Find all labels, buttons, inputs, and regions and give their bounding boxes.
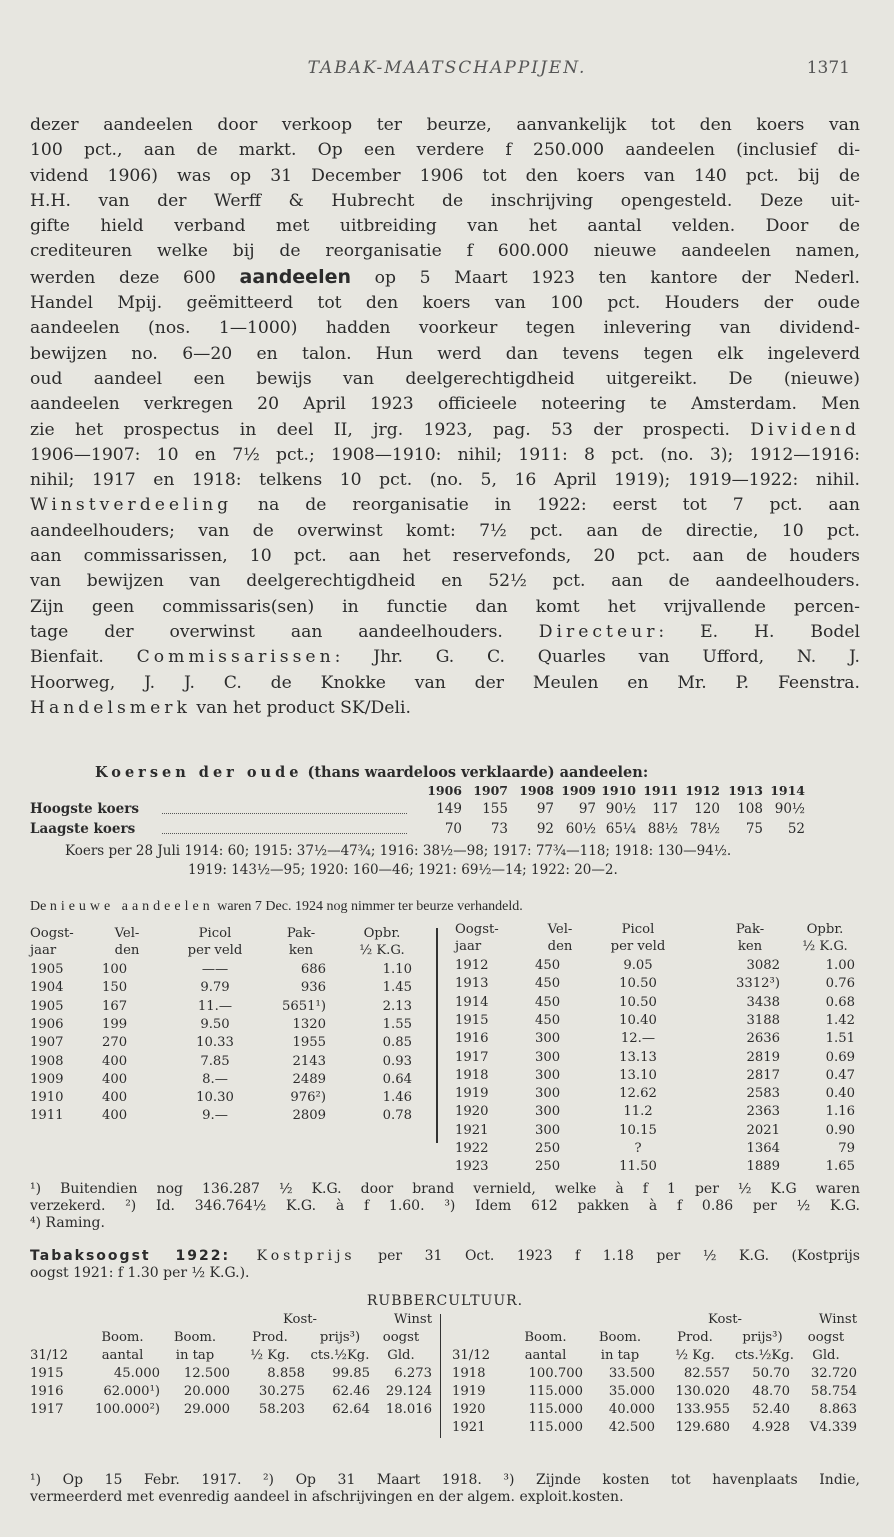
oogst-left-cell: 2809 <box>292 1108 326 1124</box>
oogst-left-header: Picol <box>198 926 232 941</box>
body-fragment: aandeelen <box>239 265 351 288</box>
body-line: bewijzen no. 6—20 en talon. Hun werd dan tevens tegen elk ingeleverd <box>30 343 860 364</box>
koersen-value: 149 <box>436 801 462 817</box>
oogst-left-cell: 199 <box>102 1016 128 1032</box>
oogst-left-header: ½ K.G. <box>359 943 405 958</box>
rubber-right-header: cts.½Kg. <box>735 1348 794 1363</box>
oogst-left-header: ken <box>288 943 314 958</box>
koersen-value: 88½ <box>647 821 678 837</box>
rubber-left-cell: 12.500 <box>183 1366 230 1381</box>
oogst-right-cell: 300 <box>535 1086 561 1102</box>
oogst-left-cell: 9.50 <box>200 1016 230 1032</box>
koersen-year: 1906 <box>427 783 462 798</box>
rubber-right-cell: 4.928 <box>752 1420 790 1435</box>
body-line: Zijn geen commissaris(sen) in functie dan komt het vrijvallende percen- <box>30 596 860 617</box>
oogst-right-cell: 1923 <box>455 1159 489 1175</box>
oogst-right-cell: 1.42 <box>825 1012 855 1028</box>
body-line: 100 pct., aan de markt. Op een verdere f 250.000 aandeelen (inclusief di- <box>30 140 860 161</box>
body-fragment: zie het prospectus in deel II, jrg. 1923, pag. 53 der prospecti. <box>30 419 751 440</box>
body-line: Hoorweg, J. J. C. de Knokke van der Meulen en Mr. P. Feenstra. <box>30 672 860 693</box>
oogst-left-cell: 1906 <box>30 1016 64 1032</box>
rubber-left-header: Prod. <box>252 1330 288 1345</box>
main-paragraph <box>30 113 860 721</box>
body-fragment: Winstverdeeling <box>30 495 233 516</box>
oogst-left-cell: 270 <box>102 1035 128 1051</box>
rubber-left-cell: 100.000²) <box>95 1402 160 1417</box>
oogst-right-cell: 10.15 <box>619 1122 657 1138</box>
rubber-right-cell: 42.500 <box>608 1420 655 1435</box>
body-line: van bewijzen van deelgerechtigdheid en 52½ pct. aan de aandeelhouders. <box>30 571 860 592</box>
oogst-left-cell: 1.55 <box>382 1016 412 1032</box>
oogst-footnotes <box>30 1181 860 1232</box>
body-line: aandeelen verkregen 20 April 1923 officieele noteering te Amsterdam. Men <box>30 394 860 415</box>
rubber-right-cell: 82.557 <box>683 1366 730 1381</box>
page-number: 1371 <box>806 58 850 78</box>
oogst-left-cell: 11.— <box>197 998 233 1014</box>
rubber-left-cell: 45.000 <box>113 1366 160 1381</box>
body-line <box>30 620 860 645</box>
rubber-right-header: prijs³) <box>742 1330 783 1345</box>
oogst-right-cell: 450 <box>535 994 561 1010</box>
oogst-right-header: Vel- <box>547 922 573 937</box>
koersen-label: Hoogste koers <box>30 801 139 817</box>
oogst-left-cell: 1910 <box>30 1090 64 1106</box>
oogst-right-cell: 250 <box>535 1141 561 1156</box>
oogst-left-header: per veld <box>187 943 243 958</box>
oogst-left-cell: 10.33 <box>196 1035 234 1051</box>
koersen-row <box>30 821 860 841</box>
oogst-right-cell: 0.90 <box>825 1122 855 1138</box>
oogst-right-header: Oogst- <box>455 922 499 937</box>
body-line: aandeelen (nos. 1—1000) hadden voorkeur tegen inlevering van dividend- <box>30 318 860 339</box>
rubber-right-cell: 115.000 <box>528 1402 583 1417</box>
tabaksoogst-note <box>30 1248 860 1282</box>
oogst-left-cell: 150 <box>102 980 128 996</box>
oogst-right-cell: 10.40 <box>619 1012 657 1028</box>
oogst-right-cell: 1.16 <box>825 1104 855 1120</box>
koersen-year: 1914 <box>770 783 805 798</box>
koersen-value: 108 <box>737 801 763 817</box>
koersen-value: 117 <box>652 801 678 817</box>
rubber-left-header: Gld. <box>387 1348 415 1363</box>
rubber-right-cell: 33.500 <box>608 1366 655 1381</box>
nieuwe-note <box>30 894 860 919</box>
oogst-right-cell: 450 <box>535 1012 561 1028</box>
oogst-right-cell: 300 <box>535 1067 561 1083</box>
oogst-left-cell: 936 <box>300 980 326 996</box>
oogst-left-header: Oogst- <box>30 926 74 941</box>
oogst-left-header: Opbr. <box>363 926 401 941</box>
rubber-left-header: cts.½Kg. <box>310 1348 370 1363</box>
koersen-heading-rest: (thans waardeloos verklaarde) aandeelen: <box>302 764 649 781</box>
oogst-left-cell: 1905 <box>30 998 64 1014</box>
oogst-left-cell: 400 <box>102 1108 128 1124</box>
rubber-right-cell: 133.955 <box>675 1402 730 1417</box>
oogst-left-cell: 1.45 <box>382 980 412 996</box>
rubber-left-cell: 20.000 <box>183 1384 230 1399</box>
oogst-right-cell: 1917 <box>455 1049 489 1065</box>
rubber-right-cell: 58.754 <box>810 1384 857 1399</box>
rubber-right-header: Winst <box>818 1312 857 1327</box>
body-fragment: Handelsmerk <box>30 697 191 718</box>
oogst-right-header: ken <box>737 939 763 954</box>
koersen-value: 97 <box>578 801 596 817</box>
rubber-footnotes <box>30 1472 860 1506</box>
oogst-right-cell: 11.2 <box>623 1104 653 1120</box>
body-fragment: : Jhr. G. C. Quarles van Ufford, N. J. <box>334 647 860 668</box>
koersen-table <box>30 764 860 884</box>
rubber-right-cell: 1920 <box>452 1402 486 1417</box>
rubber-title: RUBBERCULTUUR. <box>366 1293 524 1309</box>
oogst-right-cell: 1364 <box>746 1141 780 1156</box>
oogst-left-header: Pak- <box>286 926 316 941</box>
body-fragment: werden deze 600 <box>30 267 240 288</box>
oogst-left-cell: 8.— <box>202 1071 228 1087</box>
oogst-right-cell: 1921 <box>455 1122 489 1138</box>
rubber-right-cell: 52.40 <box>752 1402 790 1417</box>
nieuwe-spaced: nieuwe aandeelen <box>49 899 214 914</box>
oogst-right-cell: 79 <box>838 1141 855 1156</box>
rubber-right-cell: 115.000 <box>528 1420 583 1435</box>
rubber-right-header: Kost- <box>708 1312 742 1327</box>
oogst-right-cell: 3188 <box>746 1012 780 1028</box>
koersen-year: 1909 <box>561 783 596 798</box>
oogst-right-cell: 1913 <box>455 976 489 992</box>
oogst-left-cell: 0.93 <box>382 1053 412 1069</box>
oogst-right-cell: 300 <box>535 1122 561 1138</box>
oogst-right-cell: 3082 <box>746 958 780 973</box>
rubber-left-cell: 62.000¹) <box>103 1384 160 1399</box>
oogst-right-cell: 1922 <box>455 1141 489 1156</box>
oogst-right-header: Picol <box>621 922 655 937</box>
body-line: aan commissarissen, 10 pct. aan het reservefonds, 20 pct. aan de houders <box>30 546 860 567</box>
rubber-right-cell: 8.863 <box>819 1402 857 1417</box>
koersen-label: Laagste koers <box>30 821 136 837</box>
rubber-right-header: ½ Kg. <box>675 1348 715 1363</box>
koersen-value: 97 <box>536 801 554 817</box>
oogst-left-cell: 9.79 <box>200 980 230 996</box>
koersen-heading-spaced: Koersen der oude <box>95 764 303 781</box>
nieuwe-pre: De <box>30 899 50 914</box>
nieuwe-post: waren 7 Dec. 1924 nog nimmer ter beurze verhandeld. <box>213 899 523 914</box>
body-line: oud aandeel een bewijs van deelgerechtigdheid uitgereikt. De (nieuwe) <box>30 368 860 389</box>
koersen-year: 1912 <box>685 783 720 798</box>
rubber-left-header: Kost- <box>283 1312 317 1327</box>
body-line <box>30 265 860 291</box>
rubber-left-cell: 58.203 <box>258 1402 305 1417</box>
body-line: vidend 1906) was op 31 December 1906 tot den koers van 140 pct. bij de <box>30 165 860 186</box>
oogst-left-cell: 1907 <box>30 1035 64 1051</box>
rubber-right-header: Boom. <box>524 1330 567 1345</box>
oogst-left-cell: 100 <box>102 962 128 977</box>
oogst-left-header: jaar <box>30 943 57 958</box>
oogst-right-cell: 0.68 <box>825 994 855 1010</box>
running-header <box>30 58 864 84</box>
oogst-right-cell: 1.65 <box>825 1159 855 1175</box>
oogst-right-cell: 3312³) <box>736 976 780 992</box>
oogst-left-cell: 1.46 <box>382 1090 412 1106</box>
oogst-left-cell: 1955 <box>292 1035 326 1051</box>
koersen-year: 1911 <box>643 783 678 798</box>
oogst-right-cell: 10.50 <box>619 976 657 992</box>
rubber-left-cell: 8.858 <box>267 1366 305 1381</box>
oogst-right-cell: 450 <box>535 958 561 973</box>
koersen-value: 78½ <box>689 821 720 837</box>
rubber-right-cell: 130.020 <box>675 1384 730 1399</box>
oogst-left-cell: 7.85 <box>200 1053 230 1069</box>
koersen-year: 1913 <box>728 783 763 798</box>
koersen-value: 60½ <box>565 821 596 837</box>
oogst-right-cell: 450 <box>535 976 561 992</box>
rubber-left-header: Boom. <box>101 1330 144 1345</box>
rubber-right-cell: 1921 <box>452 1420 486 1435</box>
rubber-left-cell: 1917 <box>30 1402 64 1417</box>
oogst-right-cell: 2363 <box>746 1104 780 1120</box>
rubber-left-cell: 99.85 <box>332 1366 370 1381</box>
oogst-right-cell: 1918 <box>455 1067 489 1083</box>
oogst-left-cell: 976²) <box>290 1090 326 1106</box>
rubber-right-cell: 1919 <box>452 1384 486 1399</box>
rubber-left-header: oogst <box>382 1330 420 1345</box>
rubber-left-cell: 30.275 <box>258 1384 305 1399</box>
koersen-note-2: 1919: 143½—95; 1920: 160—46; 1921: 69½—14; 1922: 20—2. <box>188 862 618 878</box>
koersen-value: 75 <box>745 821 763 837</box>
rubber-right-cell: V4.339 <box>809 1420 857 1435</box>
body-line: gifte hield verband met uitbreiding van het aantal velden. Door de <box>30 216 860 237</box>
oogst-left-cell: 0.78 <box>382 1108 412 1124</box>
koersen-value: 65¼ <box>605 821 636 837</box>
body-fragment: op 5 Maart 1923 ten kantore der Nederl. <box>351 267 860 288</box>
koersen-value: 73 <box>490 821 508 837</box>
oogst-left-header: den <box>114 943 140 958</box>
rubber-right-cell: 40.000 <box>608 1402 655 1417</box>
body-line: aandeelhouders; van de overwinst komt: 7½ pct. aan de directie, 10 pct. <box>30 520 860 541</box>
oogst-right-cell: 0.76 <box>825 976 855 992</box>
body-fragment: tage der overwinst aan aandeelhouders. <box>30 621 539 642</box>
oogst-left-cell: 1320 <box>292 1016 326 1032</box>
oogst-left-header: Vel- <box>114 926 140 941</box>
oogst-right-header: Pak- <box>735 922 765 937</box>
koersen-value: 155 <box>482 801 508 817</box>
rubber-left-header: Boom. <box>173 1330 217 1345</box>
rubber-right-header: Boom. <box>598 1330 642 1345</box>
oogst-left-cell: 400 <box>102 1090 128 1106</box>
oogst-right-cell: 1919 <box>455 1086 489 1102</box>
rubber-right-cell: 35.000 <box>608 1384 655 1399</box>
oogst-left-cell: 1911 <box>30 1108 64 1124</box>
body-line <box>30 645 860 670</box>
rubber-left-cell: 62.64 <box>332 1402 370 1417</box>
oogst-right-cell: 11.50 <box>619 1159 657 1175</box>
oogst-right-cell: 0.69 <box>825 1049 855 1065</box>
rubber-divider <box>440 1314 441 1438</box>
oogst-right-cell: 3438 <box>746 994 780 1010</box>
body-fragment: Commissarissen <box>136 647 335 668</box>
oogst-left-cell: 2143 <box>292 1053 326 1069</box>
rubber-left-cell: 6.273 <box>394 1366 432 1381</box>
oogst-right-cell: 0.47 <box>825 1067 855 1083</box>
rubber-left-header: in tap <box>175 1348 215 1363</box>
rubber-left-cell: 29.124 <box>385 1384 432 1399</box>
oogst-left-cell: 5651¹) <box>282 998 326 1014</box>
oogst-left-cell: 0.85 <box>382 1035 412 1051</box>
koersen-note-1: Koers per 28 Juli 1914: 60; 1915: 37½—47¾; 1916: 38½—98; 1917: 77¾—118; 1918: 130—94½. <box>65 843 732 859</box>
koersen-value: 70 <box>444 821 462 837</box>
rubber-right-cell: 115.000 <box>528 1384 583 1399</box>
koersen-year: 1907 <box>473 783 508 798</box>
oogst-left-cell: 2.13 <box>382 998 412 1014</box>
body-fragment: Bienfait. <box>30 647 137 668</box>
rubber-left-cell: 18.016 <box>385 1402 432 1417</box>
koersen-value: 120 <box>694 801 720 817</box>
oogst-right-cell: 300 <box>535 1049 561 1065</box>
tabaksoogst-kostprijs: Kostprijs <box>230 1248 356 1264</box>
oogst-left-cell: 167 <box>102 998 128 1014</box>
rubber-left-cell: 1915 <box>30 1366 64 1381</box>
oogst-right-cell: 2583 <box>746 1086 780 1102</box>
body-line <box>30 696 860 721</box>
oogst-left-cell: 400 <box>102 1053 128 1069</box>
body-line: crediteuren welke bij de reorganisatie f 600.000 nieuwe aandeelen namen, <box>30 241 860 262</box>
body-line <box>30 493 860 518</box>
body-line: dezer aandeelen door verkoop ter beurze, aanvankelijk tot den koers van <box>30 115 860 135</box>
oogst-right-cell: 1.51 <box>825 1031 855 1047</box>
oogst-left-cell: 0.64 <box>382 1071 412 1087</box>
rubber-right-cell: 50.70 <box>752 1366 790 1381</box>
koersen-value: 92 <box>536 821 554 837</box>
koersen-dots <box>162 813 407 814</box>
oogst-footnote: ¹) Buitendien nog 136.287 ½ K.G. door brand vernield, welke à f 1 per ½ K.G waren <box>30 1181 860 1197</box>
oogst-right-cell: 1920 <box>455 1104 489 1120</box>
rubber-right-cell: 48.70 <box>752 1384 790 1399</box>
oogst-right-cell: 300 <box>535 1031 561 1047</box>
tabaksoogst-rest: per 31 Oct. 1923 f 1.18 per ½ K.G. (Kostprijs <box>355 1248 860 1264</box>
rubber-right-header: in tap <box>600 1348 640 1363</box>
body-line: nihil; 1917 en 1918: telkens 10 pct. (no. 5, 16 April 1919); 1919—1922: nihil. <box>30 470 860 491</box>
oogst-right-cell: 1915 <box>455 1012 489 1028</box>
tabaksoogst-label: Tabaksoogst 1922: <box>30 1248 231 1264</box>
oogst-right-cell: 300 <box>535 1104 561 1120</box>
oogst-left-cell: 1.10 <box>382 962 412 977</box>
oogst-left-cell: 2489 <box>292 1071 326 1087</box>
oogst-right-cell: 2636 <box>746 1031 780 1047</box>
rubber-right-header: oogst <box>807 1330 845 1345</box>
oogst-right-cell: 13.10 <box>619 1067 657 1083</box>
oogst-footnote: verzekerd. ²) Id. 346.764½ K.G. à f 1.60. ³) Idem 612 pakken à f 0.86 per ½ K.G. <box>30 1198 860 1214</box>
rubber-right-cell: 129.680 <box>675 1420 730 1435</box>
koersen-value: 90½ <box>774 801 805 817</box>
koersen-value: 52 <box>787 821 805 837</box>
oogst-right-header: per veld <box>610 939 666 954</box>
oogst-right-header: jaar <box>455 939 482 954</box>
rubber-right-cell: 1918 <box>452 1366 486 1381</box>
oogst-right-cell: 12.— <box>620 1031 656 1047</box>
oogst-right-cell: 2021 <box>746 1122 780 1138</box>
tabaksoogst-line2: oogst 1921: f 1.30 per ½ K.G.). <box>30 1265 250 1281</box>
oogst-right-cell: 1889 <box>746 1159 780 1175</box>
oogst-right-cell: 1912 <box>455 958 489 973</box>
body-line: 1906—1907: 10 en 7½ pct.; 1908—1910: nihil; 1911: 8 pct. (no. 3); 1912—1916: <box>30 444 860 465</box>
rubber-right-header: aantal <box>524 1348 567 1363</box>
koersen-year: 1910 <box>601 783 636 798</box>
rubber-right-cell: 100.700 <box>528 1366 583 1381</box>
body-fragment: Directeur <box>538 621 659 642</box>
oogst-right-cell: 1.00 <box>825 958 855 973</box>
rubber-left-cell: 62.46 <box>332 1384 370 1399</box>
body-line: H.H. van der Werff & Hubrecht de inschrijving opengesteld. Deze uit- <box>30 190 860 211</box>
rubber-footnote: ¹) Op 15 Febr. 1917. ²) Op 31 Maart 1918. ³) Zijnde kosten tot havenplaats Indie, <box>30 1472 860 1488</box>
rubber-left-header: Winst <box>393 1312 432 1327</box>
rubber-left-header: ½ Kg. <box>250 1348 290 1363</box>
oogst-right-header: den <box>547 939 573 954</box>
koersen-heading <box>95 764 648 781</box>
oogst-left-cell: 400 <box>102 1071 128 1087</box>
oogst-right-cell: 0.40 <box>825 1086 855 1102</box>
body-fragment: na de reorganisatie in 1922: eerst tot 7 pct. aan <box>232 495 860 516</box>
oogst-right-cell: 2817 <box>746 1067 780 1083</box>
rubber-left-header: aantal <box>101 1348 144 1363</box>
oogst-left-cell: 1908 <box>30 1053 64 1069</box>
rubber-left-header: prijs³) <box>319 1330 361 1345</box>
oogst-right-cell: 1914 <box>455 994 489 1010</box>
body-fragment: van het product SK/Deli. <box>190 697 411 718</box>
koersen-dots <box>162 833 407 834</box>
body-fragment: Dividend <box>750 419 860 440</box>
oogst-right-cell: 2819 <box>746 1049 780 1065</box>
body-line <box>30 418 860 443</box>
oogst-right-cell: 13.13 <box>619 1049 657 1065</box>
oogst-left-cell: —— <box>201 962 229 977</box>
oogst-left-cell: 1904 <box>30 980 64 996</box>
oogst-left-cell: 10.30 <box>196 1090 234 1106</box>
rubber-right-header: Gld. <box>812 1348 840 1363</box>
rubber-footnote: vermeerderd met evenredig aandeel in afschrijvingen en der algem. exploit.kosten. <box>30 1489 624 1505</box>
oogst-right-cell: ? <box>634 1141 642 1156</box>
oogst-footnote: ⁴) Raming. <box>30 1215 105 1231</box>
oogst-right-cell: 9.05 <box>623 958 653 973</box>
oogst-right-header: ½ K.G. <box>802 939 848 954</box>
koersen-row <box>30 801 860 821</box>
oogst-left-cell: 9.— <box>202 1108 228 1124</box>
body-fragment: : E. H. Bodel <box>658 621 860 642</box>
oogst-left-cell: 1905 <box>30 962 64 977</box>
rubber-right-header: 31/12 <box>452 1348 491 1363</box>
running-title: TABAK-MAATSCHAPPIJEN. <box>307 58 587 78</box>
oogst-left-cell: 1909 <box>30 1071 64 1087</box>
rubber-right-header: Prod. <box>677 1330 713 1345</box>
rubber-left-header: 31/12 <box>30 1348 69 1363</box>
oogst-right-cell: 1916 <box>455 1031 489 1047</box>
body-line: Handel Mpij. geëmitteerd tot den koers van 100 pct. Houders der oude <box>30 293 860 314</box>
rubber-left-cell: 29.000 <box>183 1402 230 1417</box>
oogst-right-header: Opbr. <box>806 922 844 937</box>
rubber-right-cell: 32.720 <box>810 1366 857 1381</box>
rubber-left-cell: 1916 <box>30 1384 64 1399</box>
koersen-year: 1908 <box>519 783 554 798</box>
oogst-right-cell: 12.62 <box>619 1086 657 1102</box>
oogst-right-cell: 10.50 <box>619 994 657 1010</box>
oogst-left-cell: 686 <box>300 962 326 977</box>
oogst-right-cell: 250 <box>535 1159 561 1175</box>
oogst-divider <box>436 928 438 1143</box>
koersen-value: 90½ <box>605 801 636 817</box>
